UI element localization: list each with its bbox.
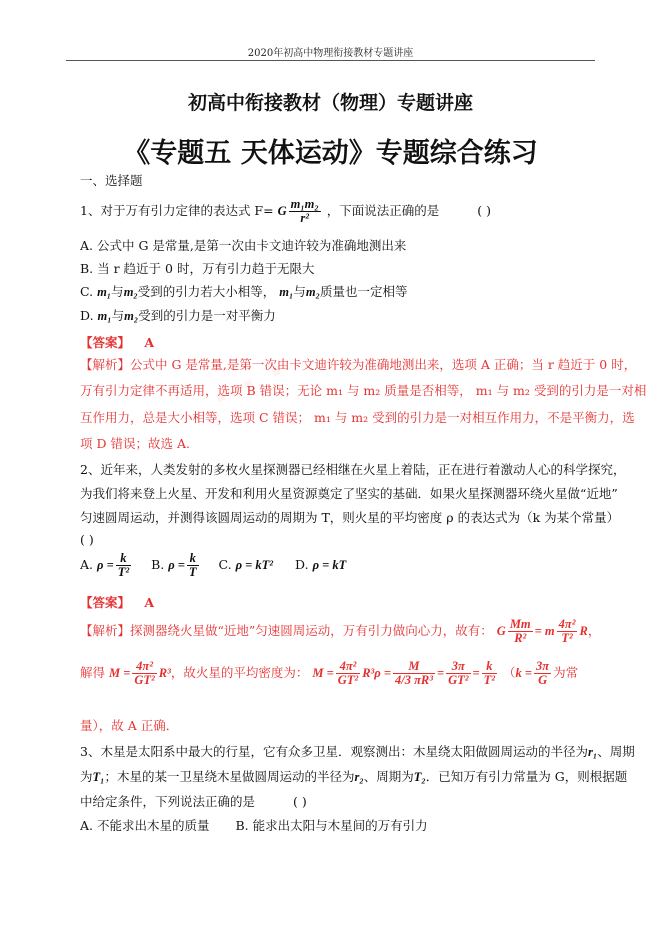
q2-eq2-lhs: M =	[109, 666, 131, 681]
q2-k-tail: 为常	[553, 665, 579, 681]
q1-optc-m2: m₂	[123, 285, 138, 299]
q1-optd-m1: m₁	[97, 309, 112, 323]
q3-line2-end: ．已知万有引力常量为 G，则根据题	[425, 769, 628, 784]
q3-line1	[80, 742, 635, 760]
q1-optd-m2: m₂	[124, 309, 139, 323]
watermark: · · ·	[203, 346, 294, 423]
q2-eq2-num: 4π²	[132, 660, 156, 674]
q3-t1: T₁	[92, 770, 105, 784]
q2-line2: 为我们将来登上火星、开发和利用火星资源奠定了坚实的基础．如果火星探测器环绕火星做“近地”	[80, 486, 618, 501]
q3-r2: r₂	[354, 770, 364, 784]
q1-analysis-line3: 互作用力，总是大小相等，选项 C 错误； m₁ 与 m₂ 受到的引力是一对相互作用力，不是平衡力，选	[80, 410, 635, 425]
q1-answer-value: A	[144, 335, 155, 350]
subtitle: 初高中衔接教材（物理）专题讲座	[187, 92, 473, 114]
section-heading: 一、选择题	[80, 173, 143, 188]
q1-option-c	[80, 282, 408, 300]
q2-eq1-den2: T²	[561, 631, 573, 646]
q2-eq3-num3: 3π	[446, 660, 470, 674]
q1-answer	[80, 333, 154, 351]
q2-analysis-text3: ，故火星的平均密度为：	[170, 665, 309, 681]
q2-analysis-row2	[80, 660, 578, 687]
q1-optd-and: 与	[111, 308, 125, 323]
q2-optb-den: T	[188, 565, 197, 580]
q2-eq1-num: Mm	[509, 617, 531, 631]
q2-answer-value: A	[144, 595, 155, 610]
q2-eq3-frac2	[393, 660, 435, 687]
q3-line3-text: 中给定条件，下列说法正确的是	[80, 794, 256, 809]
q2-eq1-g: G	[496, 624, 506, 639]
running-header: 2020年初高中物理衔接教材专题讲座	[247, 48, 414, 59]
q1-formula-g: G	[277, 204, 287, 219]
q3-line2-pre: 为	[80, 769, 93, 784]
q2-eq2-end: R³	[158, 666, 171, 681]
q2-optc-label: C.	[218, 557, 232, 573]
q2-analysis-text1: 【解析】探测器绕火星做“近地”匀速圆周运动，万有引力做向心力，故有：	[80, 623, 493, 639]
q1-analysis-line1: 【解析】公式中 G 是常量,是第一次由卡文迪许较为准确地测出来，选项 A 正确；当 r 趋近于 0 时，	[80, 357, 637, 372]
q2-solve-label: 解得	[80, 665, 106, 681]
q2-eq3-mid: R³ρ =	[362, 666, 391, 681]
q2-optb-label: B.	[151, 557, 165, 573]
q2-options	[80, 552, 346, 579]
q2-eq1-frac2	[557, 618, 578, 645]
q2-eq1-den: R²	[514, 631, 527, 646]
q1-optd-label: D.	[80, 308, 94, 323]
q2-eq1-num2: 4π²	[558, 617, 576, 631]
q1-analysis-line2: 万有引力定律不再适用，选项 B 错误；无论 m₁ 与 m₂ 质量是否相等， m₁ 与 m₂ 受到的引力是一对相	[80, 383, 647, 398]
q3-options	[80, 816, 428, 834]
q2-k-num: 3π	[536, 659, 550, 673]
q1-stem-prefix: 1、对于万有引力定律的表达式 F=	[80, 203, 274, 219]
q1-analysis-line4: 项 D 错误；故选 A.	[80, 436, 190, 451]
q3-line1-end: 、周期	[597, 744, 635, 759]
q2-line3: 匀速圆周运动，并测得该圆周运动的周期为 T，则火星的平均密度 ρ 的表达式为（k 为某个常量）	[80, 510, 620, 525]
q2-opta-num: k	[116, 552, 131, 566]
q2-eq3-den2: 4/3 πR³	[394, 673, 433, 688]
q1-optc-label: C.	[80, 284, 94, 299]
q2-eq3-frac4	[482, 660, 497, 687]
q2-eq3-frac3	[446, 660, 470, 687]
q2-eq1-mid: = m	[534, 624, 555, 639]
q2-opta-den: T²	[117, 565, 130, 580]
q2-opta-lhs: ρ =	[97, 558, 114, 573]
q2-optb-num: k	[187, 552, 199, 566]
q2-k-den: G	[538, 673, 548, 688]
q3-line1-text: 3、木星是太阳系中最大的行星，它有众多卫星．观察测出：木星绕太阳做圆周运动的半径为	[80, 744, 588, 759]
q2-eq3-num: 4π²	[336, 660, 360, 674]
q2-answer	[80, 593, 154, 611]
q2-opta-fraction	[116, 552, 131, 579]
q1-optc-m1: m₁	[97, 285, 112, 299]
q1-optc-and: 与	[111, 284, 124, 299]
q1-option-a: A. 公式中 G 是常量,是第一次由卡文迪许较为准确地测出来	[80, 238, 407, 253]
q2-eq1-comma: ，	[587, 623, 601, 639]
q1-option-b: B. 当 r 趋近于 0 时，万有引力趋于无限大	[80, 261, 315, 276]
q1-formula-num: m₁m₂	[290, 197, 319, 211]
q2-optb-fraction	[187, 552, 199, 579]
q2-eq3-den4: T²	[483, 673, 496, 688]
q1-option-d	[80, 306, 276, 324]
q2-eq3-eq2: =	[472, 666, 480, 681]
q3-t2: T₂	[413, 770, 426, 784]
q2-eq3-den3: GT²	[448, 673, 469, 688]
q3-line3	[80, 792, 307, 810]
q2-optd-label: D.	[295, 557, 309, 573]
q3-line2-mid: ；木星的某一卫星绕木星做圆周运动的半径为	[104, 769, 355, 784]
q2-k-open: （	[503, 665, 516, 681]
q2-optd-expr: ρ = kT	[312, 558, 347, 573]
q2-eq1-frac1	[508, 618, 533, 645]
q1-optc-text2: 质量也一定相等	[319, 284, 408, 299]
q2-eq1-end: R	[579, 624, 588, 639]
q2-k-frac	[534, 660, 551, 687]
q3-paren: ( )	[293, 794, 307, 809]
header-rule	[66, 60, 595, 61]
q2-eq3-lhs: M =	[312, 666, 334, 681]
q2-eq3-num2: M	[393, 660, 435, 674]
q2-eq3-num4: k	[482, 660, 497, 674]
q1-paren: ( )	[477, 203, 491, 219]
q2-answer-label: 【答案】	[80, 595, 131, 610]
q2-eq3-frac1	[336, 660, 360, 687]
q2-opta-label: A.	[80, 557, 94, 573]
page-title: 《专题五 天体运动》专题综合练习	[123, 138, 538, 169]
q1-formula-fraction	[289, 198, 321, 225]
q2-eq2-frac	[132, 660, 156, 687]
q1-optc-m2b: m₂	[305, 285, 320, 299]
q2-optc-expr: ρ = kT²	[235, 558, 274, 573]
q1-stem	[80, 198, 491, 225]
q2-k-lhs: k =	[515, 666, 533, 681]
q2-eq2-den: GT²	[134, 673, 155, 688]
q2-analysis-last: 量），故 A 正确．	[80, 718, 179, 733]
q1-optc-m1b: m₁	[279, 285, 294, 299]
q2-optb-lhs: ρ =	[168, 558, 185, 573]
q2-paren: ( )	[80, 532, 94, 547]
q1-optd-text: 受到的引力是一对平衡力	[138, 308, 276, 323]
q2-line1: 2、近年来，人类发射的多枚火星探测器已经相继在火星上着陆，正在进行着激动人心的科学探究，	[80, 462, 626, 477]
q3-option-a: A. 不能求出木星的质量	[80, 818, 210, 833]
q2-analysis-row1	[80, 618, 600, 645]
q3-line2	[80, 767, 627, 785]
q1-stem-suffix: ，下面说法正确的是	[326, 203, 440, 219]
q2-eq3-den: GT²	[337, 673, 359, 688]
q1-answer-label: 【答案】	[80, 335, 131, 350]
q3-option-b: B. 能求出太阳与木星间的万有引力	[235, 818, 428, 833]
q1-optc-text1: 受到的引力若大小相等，	[137, 284, 276, 299]
q2-eq3-eq: =	[436, 666, 445, 681]
q1-formula-den: r²	[300, 211, 309, 226]
q3-r1: r₁	[587, 745, 598, 759]
q3-line2-mid2: 、周期为	[363, 769, 414, 784]
q1-optc-and2: 与	[293, 284, 306, 299]
